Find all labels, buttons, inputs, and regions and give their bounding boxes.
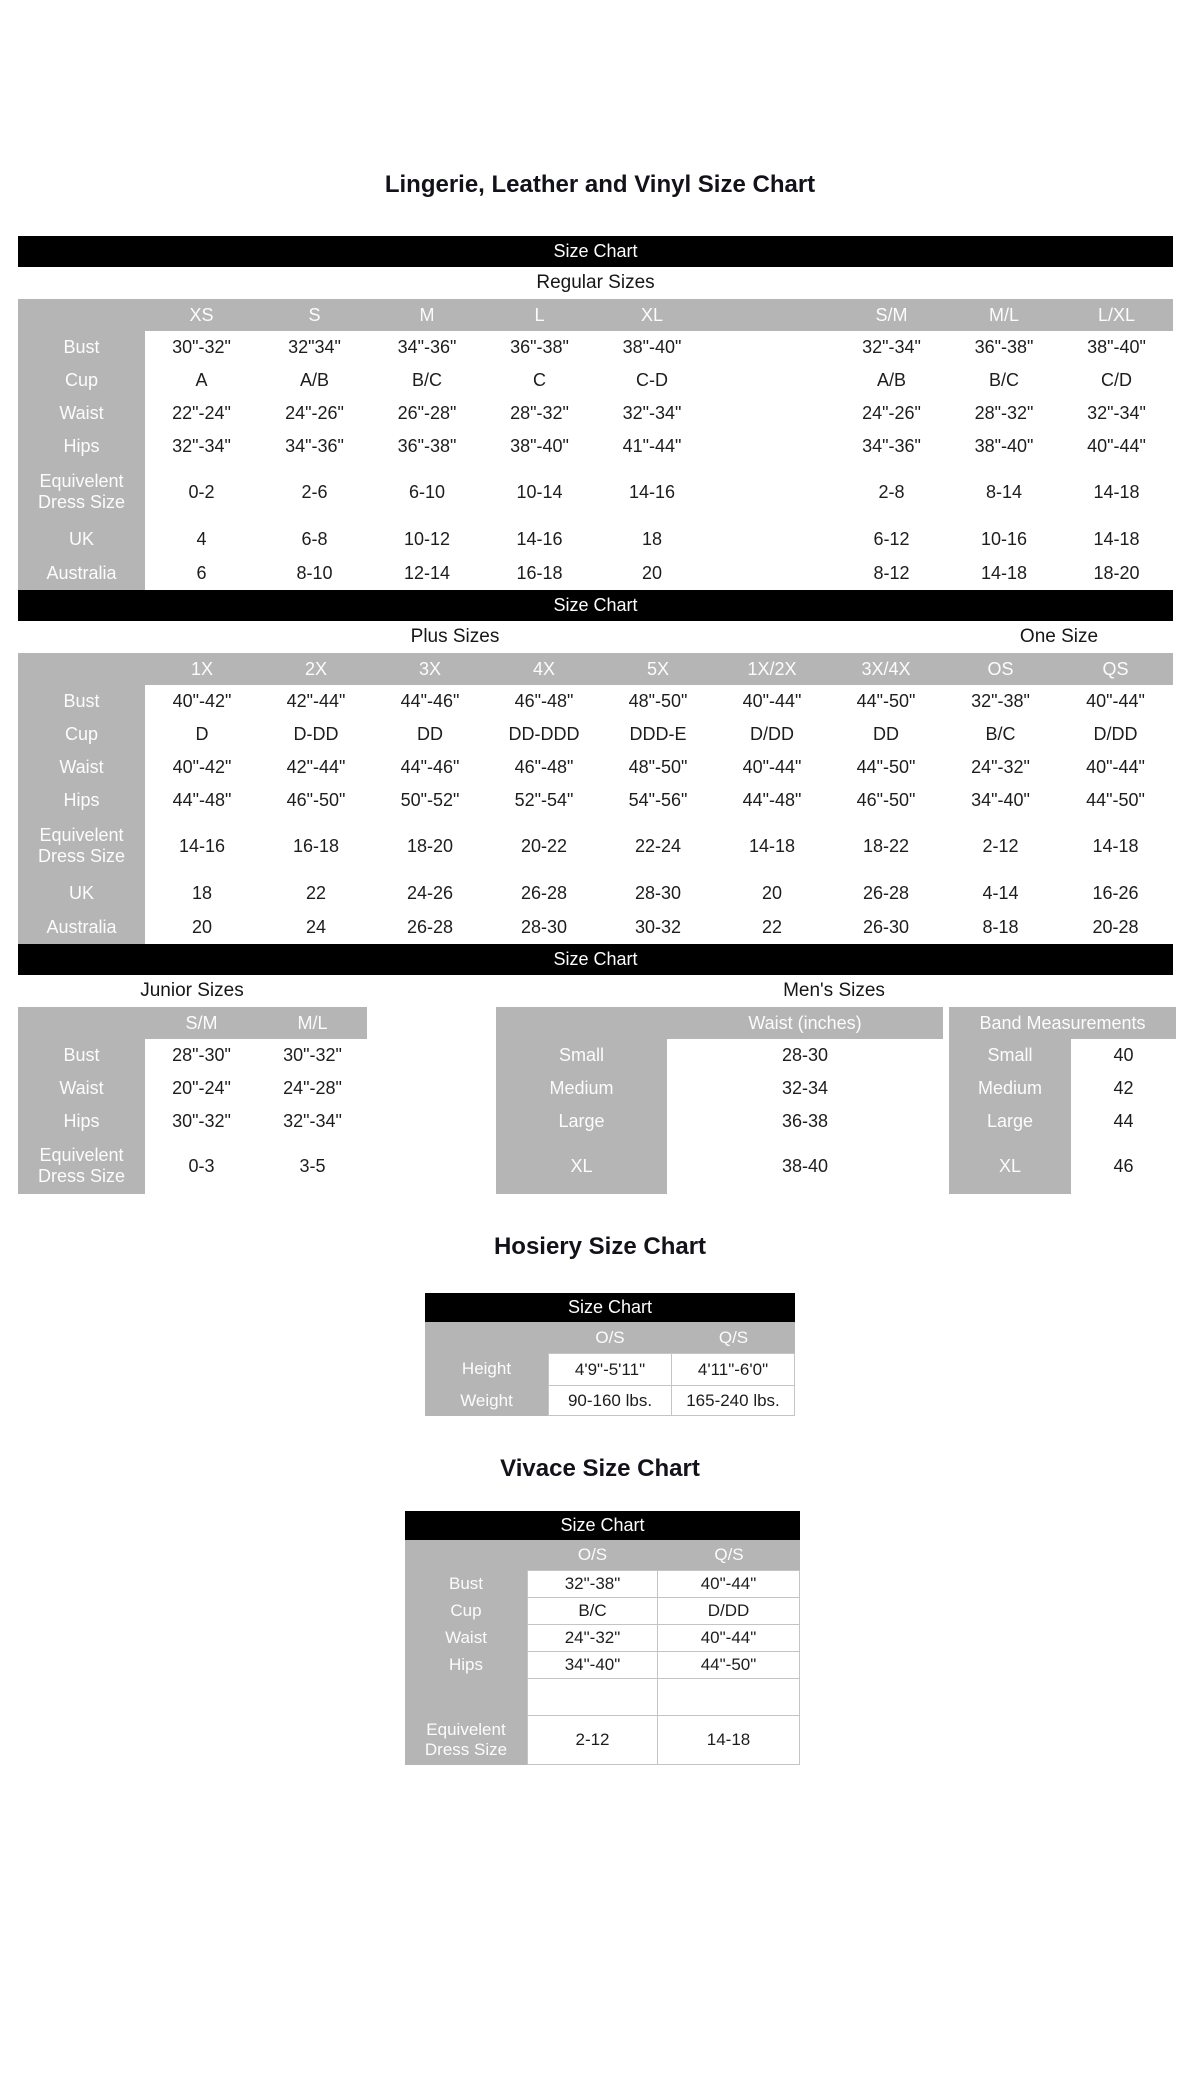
table-cell: 20 <box>145 911 259 944</box>
table-cell: 26-28 <box>829 875 943 911</box>
column-header: S/M <box>875 304 908 325</box>
column-header: QS <box>1102 658 1129 679</box>
table-cell: 18 <box>596 521 708 557</box>
table-cell: 6-12 <box>835 521 948 557</box>
table-cell <box>708 331 835 364</box>
column-header: OS <box>987 658 1014 679</box>
column-header: M/L <box>988 304 1019 325</box>
table-cell: 14-16 <box>483 521 596 557</box>
column-header <box>425 1322 548 1353</box>
table-cell <box>708 463 835 521</box>
row-label: Hips <box>405 1651 527 1678</box>
table-cell: 32"-38" <box>943 685 1058 718</box>
row-label: Large <box>949 1105 1071 1138</box>
table-cell <box>708 521 835 557</box>
row-label: Equivelent Dress Size <box>18 1138 145 1194</box>
table-cell: 32"-38" <box>527 1570 658 1597</box>
table-cell: 28"-32" <box>948 397 1060 430</box>
one-size-label: One Size <box>1019 626 1099 647</box>
row-label: Waist <box>18 397 145 430</box>
table-cell: 14-18 <box>715 817 829 875</box>
table-cell: 0-3 <box>145 1138 258 1194</box>
table-cell: 2-6 <box>258 463 371 521</box>
table-cell: 32"34" <box>258 331 371 364</box>
hosiery-table <box>425 1322 795 1416</box>
row-label: Small <box>949 1039 1071 1072</box>
table-cell: 36"-38" <box>371 430 483 463</box>
column-header: XS <box>189 304 214 325</box>
table-cell: 38"-40" <box>948 430 1060 463</box>
table-cell: 26-28 <box>487 875 601 911</box>
table-cell: 24 <box>259 911 373 944</box>
table-cell <box>658 1678 800 1715</box>
column-header: O/S <box>595 1327 625 1347</box>
column-header: M <box>419 304 435 325</box>
table-row <box>496 1072 943 1105</box>
size-chart-bar-label: Size Chart <box>553 241 638 261</box>
table-cell: 30"-32" <box>258 1039 367 1072</box>
column-header: Q/S <box>714 1545 744 1565</box>
table-cell: 36"-38" <box>483 331 596 364</box>
row-label: Hips <box>18 430 145 463</box>
table-cell: 18-20 <box>373 817 487 875</box>
table-cell: 44"-46" <box>373 751 487 784</box>
table-cell: 40"-44" <box>1058 685 1173 718</box>
table-cell: 40"-44" <box>715 685 829 718</box>
column-header: XL <box>640 304 664 325</box>
size-chart-bar <box>425 1293 795 1322</box>
table-cell: 20 <box>596 557 708 590</box>
table-cell: 28-30 <box>601 875 715 911</box>
table-cell: B/C <box>527 1597 658 1624</box>
table-cell: 44 <box>1071 1105 1176 1138</box>
row-label: Equivelent Dress Size <box>18 463 145 521</box>
row-label: Equivelent Dress Size <box>405 1715 527 1765</box>
table-row <box>405 1570 800 1597</box>
table-cell: 16-26 <box>1058 875 1173 911</box>
table-cell: DD <box>373 718 487 751</box>
column-header: 3X/4X <box>861 658 911 679</box>
table-cell: 8-10 <box>258 557 371 590</box>
table-cell: 16-18 <box>483 557 596 590</box>
regular-sizes-label: Regular Sizes <box>536 272 655 293</box>
table-cell: B/C <box>371 364 483 397</box>
table-cell: 30"-32" <box>145 1105 258 1138</box>
size-chart-bar <box>18 236 1173 267</box>
table-cell: 44"-50" <box>1058 784 1173 817</box>
table-cell: 38"-40" <box>596 331 708 364</box>
table-cell: 44"-48" <box>145 784 259 817</box>
size-chart-bar <box>18 590 1173 621</box>
table-cell: 40"-44" <box>1060 430 1173 463</box>
table-cell: 2-12 <box>527 1715 658 1765</box>
table-cell: 34"-36" <box>258 430 371 463</box>
row-label: Cup <box>18 718 145 751</box>
row-label: Small <box>496 1039 667 1072</box>
junior-sizes-label: Junior Sizes <box>140 980 244 1001</box>
table-cell: 28"-32" <box>483 397 596 430</box>
table-header-row <box>18 299 1173 331</box>
column-header: 2X <box>304 658 328 679</box>
table-cell: 24"-26" <box>258 397 371 430</box>
table-cell: 8-18 <box>943 911 1058 944</box>
row-label: UK <box>18 875 145 911</box>
vivace-section <box>405 1511 800 1765</box>
row-label: Bust <box>18 1039 145 1072</box>
row-label: Australia <box>18 911 145 944</box>
size-chart-bar <box>18 944 1173 975</box>
table-row <box>18 463 1173 521</box>
table-cell: 44"-50" <box>829 685 943 718</box>
column-header: S/M <box>185 1012 218 1033</box>
table-row <box>18 1138 367 1194</box>
size-chart-bar-label: Size Chart <box>560 1515 645 1535</box>
table-row <box>405 1597 800 1624</box>
table-row <box>18 397 1173 430</box>
row-label: Waist <box>18 751 145 784</box>
table-cell: 3-5 <box>258 1138 367 1194</box>
table-cell: 24"-26" <box>835 397 948 430</box>
table-row <box>18 911 1173 944</box>
column-header: 5X <box>646 658 670 679</box>
table-cell: 32"-34" <box>258 1105 367 1138</box>
table-row <box>949 1039 1176 1072</box>
table-cell: 34"-36" <box>371 331 483 364</box>
table-cell: 46 <box>1071 1138 1176 1194</box>
table-cell: 20 <box>715 875 829 911</box>
column-header: O/S <box>577 1545 608 1565</box>
table-cell: 46"-48" <box>487 751 601 784</box>
table-cell: 8-14 <box>948 463 1060 521</box>
mens-band-table <box>949 1007 1176 1194</box>
junior-mens-label-row <box>18 975 1173 1007</box>
table-row <box>496 1105 943 1138</box>
table-cell: 90-160 lbs. <box>548 1385 672 1416</box>
table-cell: 41"-44" <box>596 430 708 463</box>
column-header <box>18 653 145 685</box>
table-row <box>405 1624 800 1651</box>
table-cell: 6-8 <box>258 521 371 557</box>
size-chart-bar <box>405 1511 800 1540</box>
column-header: Band Measurements <box>979 1012 1146 1033</box>
row-label: Weight <box>425 1385 548 1416</box>
junior-mens-tables-row <box>18 1007 1173 1194</box>
table-cell: 44"-46" <box>373 685 487 718</box>
column-header: L <box>534 304 545 325</box>
column-header: S <box>308 304 321 325</box>
table-cell: 38"-40" <box>1060 331 1173 364</box>
table-row <box>18 364 1173 397</box>
table-cell: 18-22 <box>829 817 943 875</box>
column-header <box>708 299 835 331</box>
table-cell: 44"-50" <box>829 751 943 784</box>
table-row <box>18 430 1173 463</box>
table-cell: B/C <box>943 718 1058 751</box>
table-cell <box>708 557 835 590</box>
table-cell: 14-18 <box>948 557 1060 590</box>
column-header: 1X <box>190 658 214 679</box>
table-cell: 50"-52" <box>373 784 487 817</box>
table-cell: 20"-24" <box>145 1072 258 1105</box>
table-cell: 165-240 lbs. <box>672 1385 795 1416</box>
table-cell: 28-30 <box>667 1039 943 1072</box>
row-label: Hips <box>18 784 145 817</box>
table-cell: 24"-32" <box>527 1624 658 1651</box>
table-header-row <box>425 1322 795 1353</box>
table-header-row <box>949 1007 1176 1039</box>
table-cell: 30-32 <box>601 911 715 944</box>
table-row <box>18 1105 367 1138</box>
row-label: Medium <box>496 1072 667 1105</box>
plus-sizes-table <box>18 653 1173 944</box>
table-cell: 40"-42" <box>145 751 259 784</box>
table-row <box>949 1138 1176 1194</box>
table-cell: 46"-48" <box>487 685 601 718</box>
table-row <box>18 331 1173 364</box>
row-label: Large <box>496 1105 667 1138</box>
table-cell: 32-34 <box>667 1072 943 1105</box>
row-label: Australia <box>18 557 145 590</box>
row-label: UK <box>18 521 145 557</box>
table-cell: 4'9"-5'11" <box>548 1353 672 1385</box>
table-cell: 32"-34" <box>835 331 948 364</box>
table-row <box>18 751 1173 784</box>
table-row <box>18 817 1173 875</box>
table-cell: C <box>483 364 596 397</box>
row-label <box>405 1678 527 1715</box>
table-cell: 48"-50" <box>601 751 715 784</box>
table-cell: 2-8 <box>835 463 948 521</box>
table-row <box>18 557 1173 590</box>
table-cell: 28-30 <box>487 911 601 944</box>
table-row <box>18 718 1173 751</box>
row-label: Waist <box>405 1624 527 1651</box>
size-chart-bar-label: Size Chart <box>553 595 638 615</box>
table-cell: C/D <box>1060 364 1173 397</box>
vivace-table <box>405 1540 800 1765</box>
table-cell: 26-28 <box>373 911 487 944</box>
table-cell: 0-2 <box>145 463 258 521</box>
table-cell: A/B <box>258 364 371 397</box>
table-cell: D/DD <box>715 718 829 751</box>
row-label: Hips <box>18 1105 145 1138</box>
table-cell: 14-18 <box>1060 463 1173 521</box>
column-header <box>405 1540 527 1570</box>
mens-waist-table <box>496 1007 943 1194</box>
table-row <box>496 1138 943 1194</box>
table-cell: 10-16 <box>948 521 1060 557</box>
table-row <box>18 1039 367 1072</box>
table-cell: 44"-48" <box>715 784 829 817</box>
main-content <box>18 236 1173 1194</box>
table-header-row <box>18 1007 367 1039</box>
table-cell: 14-18 <box>1060 521 1173 557</box>
table-cell: 20-22 <box>487 817 601 875</box>
hosiery-section <box>425 1293 795 1416</box>
table-header-row <box>18 653 1173 685</box>
table-cell: 30"-32" <box>145 331 258 364</box>
mens-sizes-label: Men's Sizes <box>783 980 885 1001</box>
table-cell: 48"-50" <box>601 685 715 718</box>
row-label: Height <box>425 1353 548 1385</box>
table-cell: 40"-44" <box>658 1624 800 1651</box>
table-cell <box>708 397 835 430</box>
column-header: 1X/2X <box>747 658 797 679</box>
table-cell: 32"-34" <box>1060 397 1173 430</box>
table-cell: 24"-28" <box>258 1072 367 1105</box>
plus-sizes-label: Plus Sizes <box>410 626 500 647</box>
row-label: Cup <box>405 1597 527 1624</box>
table-header-row <box>496 1007 943 1039</box>
table-row <box>18 685 1173 718</box>
table-cell: 14-18 <box>658 1715 800 1765</box>
table-cell: 38"-40" <box>483 430 596 463</box>
table-cell: 42"-44" <box>259 751 373 784</box>
table-cell: 46"-50" <box>259 784 373 817</box>
table-cell: 14-16 <box>145 817 259 875</box>
column-header <box>18 1007 145 1039</box>
table-cell: A/B <box>835 364 948 397</box>
column-header: L/XL <box>1097 304 1136 325</box>
table-cell: 6 <box>145 557 258 590</box>
table-cell: 52"-54" <box>487 784 601 817</box>
row-label: Waist <box>18 1072 145 1105</box>
column-header <box>496 1007 667 1039</box>
table-cell: 38-40 <box>667 1138 943 1194</box>
table-cell <box>708 430 835 463</box>
table-header-row <box>405 1540 800 1570</box>
size-chart-bar-label: Size Chart <box>567 1297 653 1317</box>
regular-sizes-table <box>18 299 1173 590</box>
table-cell: 34"-36" <box>835 430 948 463</box>
table-cell: 32"-34" <box>145 430 258 463</box>
column-header: 3X <box>418 658 442 679</box>
table-cell: 42 <box>1071 1072 1176 1105</box>
table-cell: A <box>145 364 258 397</box>
table-cell: 36"-38" <box>948 331 1060 364</box>
table-cell: 22-24 <box>601 817 715 875</box>
table-cell: D/DD <box>658 1597 800 1624</box>
table-cell: 18 <box>145 875 259 911</box>
table-cell: 4-14 <box>943 875 1058 911</box>
table-cell: 22"-24" <box>145 397 258 430</box>
column-header: 4X <box>532 658 556 679</box>
row-label: Bust <box>18 685 145 718</box>
size-chart-bar-label: Size Chart <box>553 949 638 969</box>
table-cell: D <box>145 718 259 751</box>
table-cell: 42"-44" <box>259 685 373 718</box>
vivace-title: Vivace Size Chart <box>500 1455 700 1482</box>
table-row <box>496 1039 943 1072</box>
table-cell: 16-18 <box>259 817 373 875</box>
table-cell: 10-12 <box>371 521 483 557</box>
table-cell: 40"-44" <box>658 1570 800 1597</box>
row-label: Cup <box>18 364 145 397</box>
table-cell: 20-28 <box>1058 911 1173 944</box>
table-row <box>18 784 1173 817</box>
table-row <box>405 1715 800 1765</box>
table-cell: 22 <box>259 875 373 911</box>
table-cell: DDD-E <box>601 718 715 751</box>
table-cell: 26"-28" <box>371 397 483 430</box>
table-cell: 34"-40" <box>527 1651 658 1678</box>
table-cell: 32"-34" <box>596 397 708 430</box>
table-cell: C-D <box>596 364 708 397</box>
table-row <box>405 1651 800 1678</box>
table-cell: 14-16 <box>596 463 708 521</box>
table-cell: 4'11"-6'0" <box>672 1353 795 1385</box>
table-cell <box>708 364 835 397</box>
column-header <box>18 299 145 331</box>
table-cell: 24"-32" <box>943 751 1058 784</box>
table-row <box>18 1072 367 1105</box>
table-cell: 28"-30" <box>145 1039 258 1072</box>
table-cell: 4 <box>145 521 258 557</box>
regular-sizes-label-row <box>18 267 1173 299</box>
table-cell: 40 <box>1071 1039 1176 1072</box>
table-cell: DD-DDD <box>487 718 601 751</box>
table-cell: 40"-44" <box>715 751 829 784</box>
table-cell: 22 <box>715 911 829 944</box>
table-cell: 24-26 <box>373 875 487 911</box>
table-cell: D/DD <box>1058 718 1173 751</box>
hosiery-title: Hosiery Size Chart <box>493 1233 707 1260</box>
table-cell: 54"-56" <box>601 784 715 817</box>
table-cell: 2-12 <box>943 817 1058 875</box>
table-row <box>18 875 1173 911</box>
table-cell: D-DD <box>259 718 373 751</box>
row-label: XL <box>496 1138 667 1194</box>
table-cell: B/C <box>948 364 1060 397</box>
table-cell: 40"-44" <box>1058 751 1173 784</box>
plus-sizes-label-row <box>18 621 1173 653</box>
table-cell: 46"-50" <box>829 784 943 817</box>
table-row <box>949 1105 1176 1138</box>
table-cell: 10-14 <box>483 463 596 521</box>
table-cell: 44"-50" <box>658 1651 800 1678</box>
table-row <box>425 1385 795 1416</box>
column-header: M/L <box>297 1012 328 1033</box>
junior-sizes-table <box>18 1007 367 1194</box>
table-cell: DD <box>829 718 943 751</box>
row-label: Equivelent Dress Size <box>18 817 145 875</box>
row-label: Medium <box>949 1072 1071 1105</box>
table-cell: 26-30 <box>829 911 943 944</box>
column-header: Waist (inches) <box>748 1012 862 1033</box>
table-cell <box>527 1678 658 1715</box>
page-title: Lingerie, Leather and Vinyl Size Chart <box>384 171 816 198</box>
table-cell: 12-14 <box>371 557 483 590</box>
table-cell: 34"-40" <box>943 784 1058 817</box>
row-label: XL <box>949 1138 1071 1194</box>
row-label: Bust <box>18 331 145 364</box>
table-row <box>405 1678 800 1715</box>
table-row <box>425 1353 795 1385</box>
table-cell: 14-18 <box>1058 817 1173 875</box>
table-cell: 40"-42" <box>145 685 259 718</box>
row-label: Bust <box>405 1570 527 1597</box>
table-cell: 18-20 <box>1060 557 1173 590</box>
table-cell: 8-12 <box>835 557 948 590</box>
column-header: Q/S <box>718 1327 749 1347</box>
table-cell: 6-10 <box>371 463 483 521</box>
table-cell: 36-38 <box>667 1105 943 1138</box>
table-row <box>18 521 1173 557</box>
table-row <box>949 1072 1176 1105</box>
